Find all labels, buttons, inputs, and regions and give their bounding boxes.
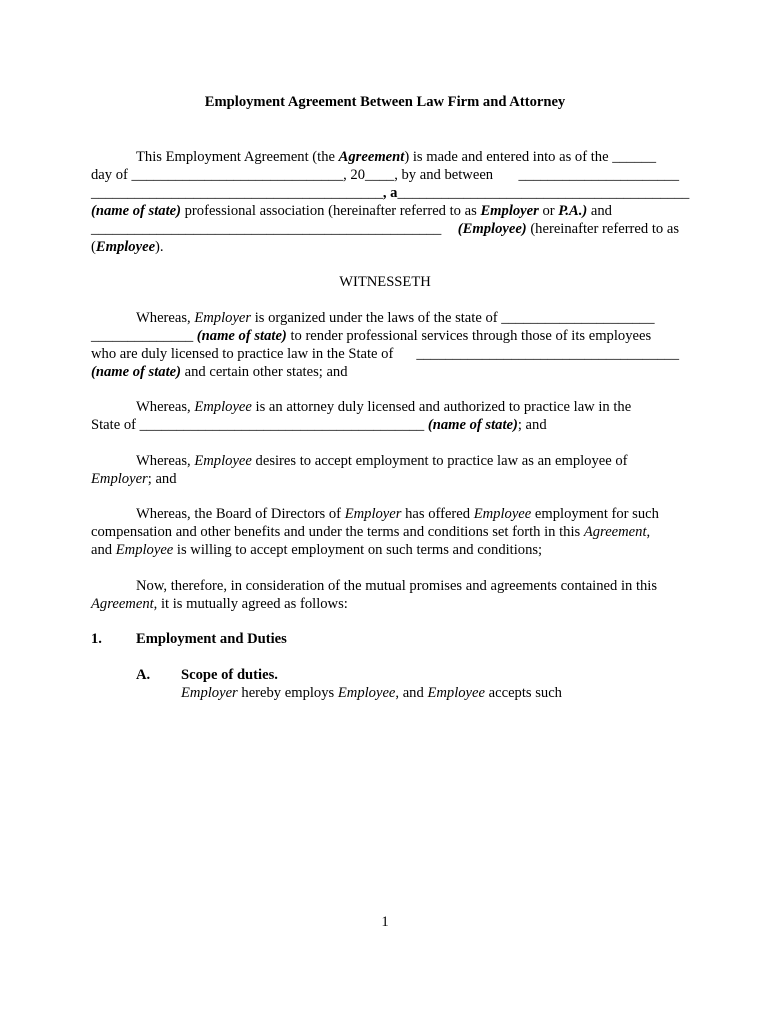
- w5-line-1: Now, therefore, in consideration of the mutual promises and agreements contained in this: [136, 578, 658, 594]
- p1-line-1: This Employment Agreement (the Agreement) is made and entered into as of the ______: [136, 149, 656, 165]
- w4-line-3: and Employee is willing to accept employment on such terms and conditions;: [91, 542, 543, 558]
- p1-line-6: (Employee).: [91, 239, 164, 255]
- section-a-title: Scope of duties.: [181, 667, 278, 683]
- w1-line-4: (name of state) and certain other states; and: [91, 364, 348, 380]
- p1-line-3: ________________________________________ , a ________________________________________: [91, 185, 690, 201]
- w4-line-2: compensation and other benefits and under the terms and conditions set forth in this Agreement,: [91, 524, 651, 540]
- w2-line-1: Whereas, Employee is an attorney duly licensed and authorized to practice law in the: [136, 399, 632, 415]
- witnesseth-heading: WITNESSETH: [339, 274, 431, 290]
- w4-line-1: Whereas, the Board of Directors of Employer has offered Employee employment for such: [136, 506, 659, 522]
- w1-line-3: who are duly licensed to practice law in the State of ____________________________________: [91, 346, 679, 362]
- section-a-line-1: Employer hereby employs Employee, and Employee accepts such: [181, 685, 562, 701]
- w5-line-2: Agreement, it is mutually agreed as follows:: [91, 596, 348, 612]
- section-1-number: 1.: [91, 631, 102, 647]
- p1-line-5: ________________________________________________ (Employee) (hereinafter referred to as: [91, 221, 679, 237]
- p1-line-4: (name of state) professional association (hereinafter referred to as Employer or P.A.) and: [91, 203, 612, 219]
- page-number: 1: [381, 914, 389, 930]
- w3-line-2: Employer; and: [91, 471, 177, 487]
- section-a-number: A.: [136, 667, 151, 683]
- section-1-title: Employment and Duties: [136, 631, 287, 647]
- p1-line-2: day of _____________________________, 20____, by and between ______________________: [91, 167, 679, 183]
- w1-line-2: ______________ (name of state) to render professional services through those of its employees: [91, 328, 652, 344]
- w1-line-1: Whereas, Employer is organized under the laws of the state of _____________________: [136, 310, 655, 326]
- document-title: Employment Agreement Between Law Firm and Attorney: [204, 94, 566, 110]
- w2-line-2: State of _______________________________________ (name of state); and: [91, 417, 547, 433]
- w3-line-1: Whereas, Employee desires to accept employment to practice law as an employee of: [136, 453, 628, 469]
